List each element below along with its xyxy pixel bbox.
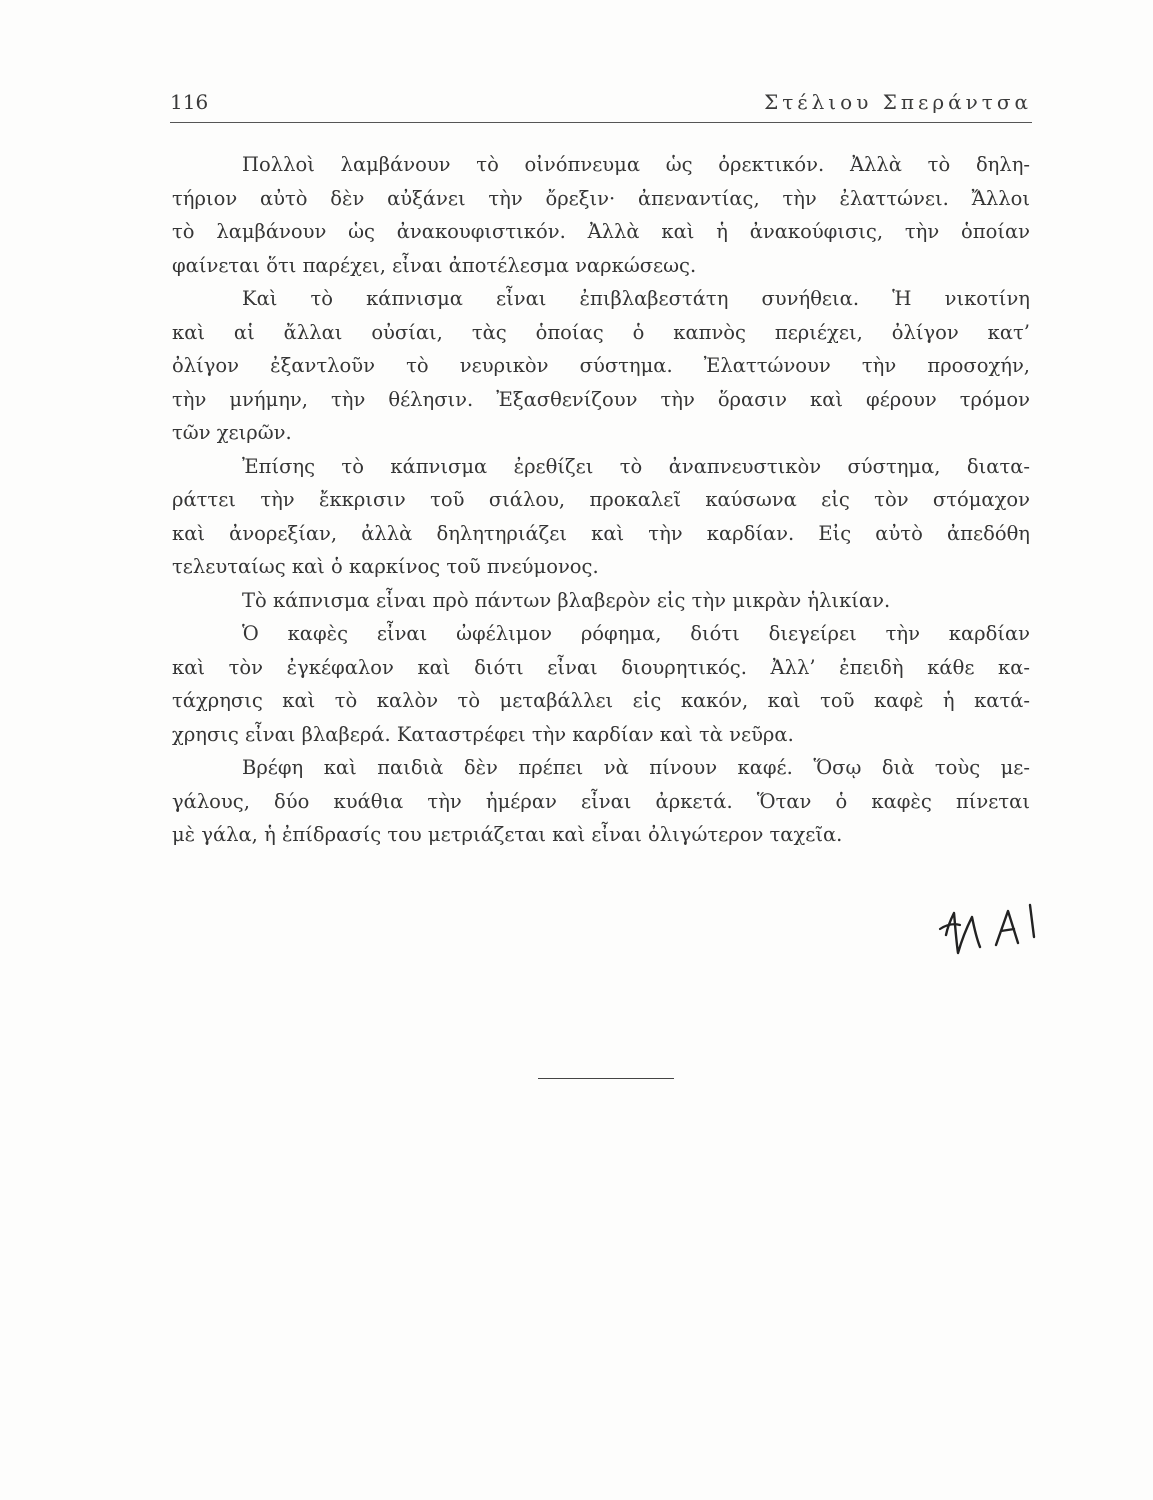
paragraph-smoking-effects [172, 450, 1030, 584]
text-line: χρησις εἶναι βλαβερά. Καταστρέφει τὴν καρδίαν καὶ τὰ νεῦρα. [172, 722, 794, 746]
text-line: τὸ λαμβάνουν ὡς ἀνακουφιστικόν. Ἀλλὰ καὶ ἡ ἀνακούφισις, τὴν ὁποίαν [172, 220, 1030, 243]
text-line: Καὶ τὸ κάπνισμα εἶναι ἐπιβλαβεστάτη συνήθεια. Ἡ νικοτίνη [242, 287, 1030, 310]
text-line: καὶ τὸν ἐγκέφαλον καὶ διότι εἶναι διουρητικός. Ἀλλ’ ἐπειδὴ κάθε κα- [172, 655, 1030, 679]
text-line: καὶ αἱ ἄλλαι οὐσίαι, τὰς ὁποίας ὁ καπνὸς περιέχει, ὀλίγον κατ’ [172, 320, 1030, 344]
text-line: Ἐπίσης τὸ κάπνισμα ἐρεθίζει τὸ ἀναπνευστικὸν σύστημα, διατα- [242, 454, 1030, 478]
handwritten-note-nai [938, 895, 1048, 965]
paragraph-smoking-youth [172, 584, 1030, 618]
text-line: τάχρησις καὶ τὸ καλὸν τὸ μεταβάλλει εἰς κακόν, καὶ τοῦ καφὲ ἡ κατά- [172, 689, 1030, 712]
paragraph-smoking [172, 282, 1030, 450]
text-line: τὴν μνήμην, τὴν θέλησιν. Ἐξασθενίζουν τὴν ὅρασιν καὶ φέρουν τρόμον [172, 387, 1030, 411]
text-line: τελευταίως καὶ ὁ καρκίνος τοῦ πνεύμονος. [172, 555, 599, 578]
paragraph-coffee [172, 617, 1030, 751]
text-line: Βρέφη καὶ παιδιὰ δὲν πρέπει νὰ πίνουν καφέ. Ὅσῳ διὰ τοὺς με- [242, 756, 1030, 779]
paragraph-coffee-children [172, 751, 1030, 852]
text-line: Πολλοὶ λαμβάνουν τὸ οἰνόπνευμα ὡς ὀρεκτικόν. Ἀλλὰ τὸ δηλη- [242, 153, 1030, 176]
text-line: Τὸ κάπνισμα εἶναι πρὸ πάντων βλαβερὸν εἰς τὴν μικρὰν ἡλικίαν. [242, 588, 891, 612]
page-header [170, 90, 1032, 120]
paragraph-alcohol [172, 148, 1030, 282]
page-number: 116 [170, 90, 209, 114]
text-line: καὶ ἀνορεξίαν, ἀλλὰ δηλητηριάζει καὶ τὴν καρδίαν. Εἰς αὐτὸ ἀπεδόθη [172, 521, 1030, 545]
header-rule [170, 122, 1032, 123]
text-line: τήριον αὐτὸ δὲν αὐξάνει τὴν ὄρεξιν· ἀπεναντίας, τὴν ἐλαττώνει. Ἄλλοι [172, 186, 1030, 210]
text-line: μὲ γάλα, ἡ ἐπίδρασίς του μετριάζεται καὶ εἶναι ὀλιγώτερον ταχεῖα. [172, 823, 843, 846]
text-line: Ὁ καφὲς εἶναι ὠφέλιμον ρόφημα, διότι διεγείρει τὴν καρδίαν [242, 622, 1030, 645]
running-head: Στέλιου Σπεράντσα [764, 90, 1032, 114]
end-rule [538, 1078, 674, 1079]
text-line: γάλους, δύο κυάθια τὴν ἡμέραν εἶναι ἀρκετά. Ὅταν ὁ καφὲς πίνεται [172, 789, 1030, 813]
text-line: τῶν χειρῶν. [172, 421, 292, 444]
text-line: ράττει τὴν ἔκκρισιν τοῦ σιάλου, προκαλεῖ καύσωνα εἰς τὸν στόμαχον [172, 488, 1030, 511]
text-line: ὀλίγον ἐξαντλοῦν τὸ νευρικὸν σύστημα. Ἐλαττώνουν τὴν προσοχήν, [172, 354, 1030, 377]
text-line: φαίνεται ὅτι παρέχει, εἶναι ἀποτέλεσμα ναρκώσεως. [172, 253, 697, 277]
body-text [172, 148, 1030, 852]
